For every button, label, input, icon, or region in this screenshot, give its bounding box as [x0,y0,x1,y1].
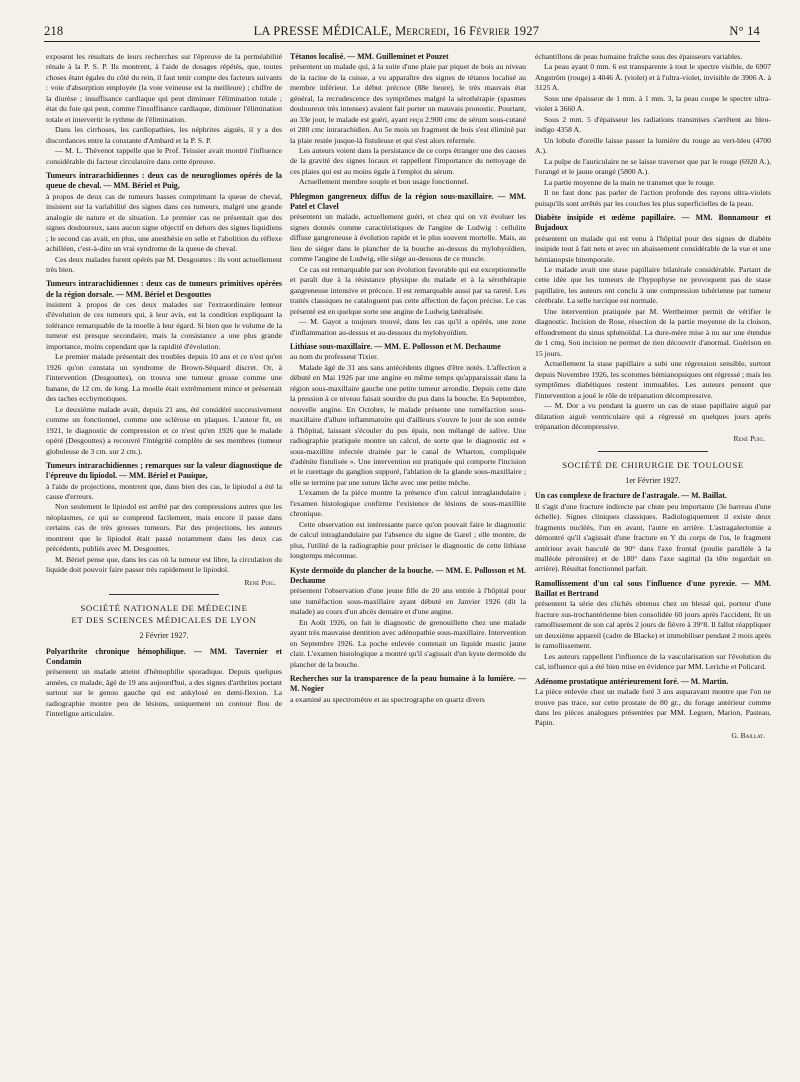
paragraph: présentent un malade atteint d'hémophilie sporadique. Depuis quelques années, ce malade, âgé de 19 ans aujourd'hui, a des signes d'arthrites portant surtout sur le genou gauche qui est ankylosé en demi-flexion. La radiographie montre peu de lésions, uniquement un contour flou de l'interligne articulaire. [46,667,282,718]
section-heading: Kyste dermoïde du plancher de la bouche. — MM. E. Pollosson et M. Dechaume [290,565,526,585]
section-heading: Un cas complexe de fracture de l'astragale. — M. Baillat. [535,491,727,501]
paragraph: Il s'agit d'une fracture indirecte par chute peu importante (3e barreau d'une échelle). Signes cliniques classiques. Radiologiquement il existe deux fragments nucléés, l'un en avant, l'autre en arrière. L'astragalectomie a démontré qu'il s'agissait d'une fracture en Y du corps de l'os, le fragment antérieur avait basculé de 90° dans l'axe frontal (poulie parallèle à la malléole péronière) et de 180° dans l'axe sagittal (la tête regardait en arrière). Résultat fonctionnel parfait. [535,501,771,574]
paragraph: Les auteurs voient dans la persistance de ce corps étranger une des causes de la gravité des signes locaux et rappellent l'importance du nettoyage de ces plaies qui est au moins égale à l'emploi du sérum. [290,146,526,176]
paragraph: — M. Gayot a toujours trouvé, dans les cas qu'il a opérés, une zone d'inflammation au-dessus et au-dessous du mylohyoïdien. [290,317,526,337]
page-header [44,24,760,42]
paragraph: M. Bériel pense que, dans les cas où la tumeur est libre, la circulation du liquide doit pouvoir faire passer très rapidement le lipiodol. [46,554,282,575]
issue-number: N° 14 [729,24,760,38]
society-title [46,603,282,627]
paragraph: En Août 1926, on fait le diagnostic de grenouillette chez une malade ayant très mauvaise dentition avec adénopathie sous-maxillaire. Intervention en Septembre 1926. La poche enlevée contenait un liquide mastic jaune clair. L'examen histologique a montré qu'il s'agissait d'un kyste dermoïde du plancher de la bouche. [290,617,526,669]
paragraph: Une intervention pratiquée par M. Wertheimer permit de vérifier le diagnostic. Incision de Rose, résection de la partie moyenne de la cloison, effondrement du sinus sphénoïdal. La dure-mère mise à nu sur une étendue de 1 cmq. Son incision ne permet de rien découvrir d'anormal. Guérison en 15 jours. [535,306,771,358]
column-2 [290,52,526,705]
paragraph: Il ne faut donc pas parler de l'action profonde des rayons ultra-violets puisqu'ils sont arrêtés par les couches les plus superficielles de la peau. [535,188,771,208]
section-heading: Polyarthrite chronique hémophilique. — MM. Tavernier et Condamin [46,646,282,666]
society-date: 1er Février 1927. [625,475,681,485]
section-heading: Lithiase sous-maxillaire. — MM. E. Pollosson et M. Dechaume [290,342,501,352]
paragraph: Sous une épaisseur de 1 mm. à 1 mm. 3, la peau coupe le spectre ultra-violet à 3660 A. [535,93,771,114]
journal-title: LA PRESSE MÉDICALE, Mercredi, 16 Février 1927 [253,24,540,38]
paragraph: Actuellement la stase papillaire a subi une régression sensible, surtout depuis Novembre 1926, les scotomes hémianopsiques ont régressé ; mais les symptômes diabétiques restent immuables. Les auteurs pensent que l'intervention a joué le rôle de trépanation décompressive. [535,359,771,400]
society-title: SOCIÉTÉ DE CHIRURGIE DE TOULOUSE [562,459,744,470]
section-heading: Diabète insipide et œdème papillaire. — MM. Bonnamour et Bujadoux [535,213,771,233]
page-number: 218 [44,24,64,38]
paragraph: présentent un malade qui est venu à l'hôpital pour des signes de diabète insipide tout à fait nets et avec un abaissement considérable de la vue et une hémianopsie bitemporale. [535,233,771,264]
paragraph: La partie moyenne de la main ne transmet que le rouge. [544,177,715,187]
section-heading: Ramollissement d'un cal sous l'influence d'une pyrexie. — MM. Baillat et Bertrand [535,578,771,599]
divider [598,451,708,452]
paragraph: Non seulement le lipiodol est arrêté par des compressions autres que les néoplasmes, ce qui se comprend facilement, mais encore il passe dans certains cas de très grosses tumeurs. Par des projections, les auteurs montrent que le lipiodol était passé notamment dans les deux cas précédents, publiés avec M. Desgouttes. [46,502,282,554]
divider [109,594,219,595]
section-heading: Tétanos localisé. — MM. Guilleminet et Pouzet [290,52,449,61]
paragraph: Le premier malade présentait des troubles depuis 10 ans et ce n'est qu'en 1926 qu'on constata un syndrome de Brown-Séquard discret. Or, à l'intervention (Desgouttes), on trouva une tumeur grosse comme une banane, de 12 cm. de long. La moelle était extrêmement mince et présentait des taches ecchymotiques. [46,352,282,404]
section-heading: Tumeurs intrarachidiennes ; remarques sur la valeur diagnostique de l'épreuve du lipiodol. — MM. Bériel et Pauique, [46,461,282,481]
column-3 [535,52,771,743]
paragraph: Ce cas est remarquable par son évolution favorable qui est exceptionnelle et paraît due à la résistance physique du malade et à la sérothérapie gangreneuse intensive et précoce. Il est remarquable aussi par sa rareté. Les traités classiques ne cataloguent pas cette affection de façon précise. Le cas présenté est en quelque sorte une angine de Ludwig latéralisée. [290,264,526,316]
paragraph: échantillons de peau humaine fraîche sous des épaisseurs variables. [535,52,743,61]
paragraph: présentent l'observation d'une jeune fille de 20 ans entrée à l'hôpital pour une tuméfaction sous-maxillaire ayant débuté en Janvier 1926 (dit la malade) au cours d'un abcès dentaire et d'une angine. [290,586,526,617]
signature: G. Baillat. [731,730,765,740]
signature: René Puig. [733,434,765,444]
section-heading: Tumeurs intrarachidiennes : deux cas de tumeurs primitives opérées de la région dorsale. — MM. Bériel et Desgouttes [46,279,282,299]
society-title-line: ET DES SCIENCES MÉDICALES DE LYON [71,614,257,625]
section-heading: Tumeurs intrarachidiennes : deux cas de neurogliomes opérés de la queue de cheval. — MM. Bériel et Puig, [46,171,282,191]
paragraph: Le malade avait une stase papillaire bilatérale considérable. Partant de cette idée que les tumeurs de l'hypophyse ne provoquent pas de stase papillaire, les auteurs ont conclu à une compression tubérienne par tumeur cérébrale. La selle turcique est normale. [535,264,771,306]
paragraph: Sous 2 mm. 5 d'épaisseur les radiations transmises s'arrêtent au bleu-indigo 4358 A. [535,114,771,135]
society-title-line: SOCIÉTÉ NATIONALE DE MÉDECINE [80,602,248,613]
paragraph: — M. Dor a vu pendant la guerre un cas de stase papillaire aiguë par dilatation aiguë ventriculaire qui a régressé en quelques jours après trépanation décompressive. [535,401,771,431]
signature: René Puig. [244,577,276,587]
paragraph: La pulpe de l'auriculaire ne se laisse traverser que par le rouge (6920 A.), l'orangé et le jaune orangé (5800 A.). [535,156,771,177]
paragraph: Malade âgé de 31 ans sans antécédents dignes d'être notés. L'affection a débuté en Mai 1926 par une angine en même temps qu'apparaissait dans la région sous-maxillaire gauche une petite tumeur arrondie. Depuis cette date la pression à ce niveau faisait sourdre du pus dans la bouche. En Septembre, nouvelle angine. En Octobre, le malade présente une tuméfaction sous-maxillaire d'allure inflammatoire qui d'ailleurs s'ouvre le jour de son entrée à l'hôpital, laissant s'écouler du pus épais, non mélangé de salive. Une radiographie pratiquée montre un calcul, de sorte que le diagnostic est « sous-maxillite infectée drainée par le canal de Wharton, compliquée d'adénite fistulisée ». Une intervention est pratiquée qui comporte l'incision et le curettage du ganglion suppuré, l'ablation de la glande sous-maxillaire ; elle se termine par une suture lâche avec une petite mèche. [290,362,526,487]
column-1 [46,52,282,719]
paragraph: Le deuxième malade avait, depuis 21 ans, été considéré successivement comme un fonctionnel, comme une sclérose en plaques. L'auteur fit, en 1921, le diagnostic de compression et ce n'est qu'en 1926 que le malade opéré (Desgouttes) a recouvré l'intégrité complète de ses membres (tumeur globuleuse de 3 cm. sur 2 cm.). [46,404,282,456]
paragraph: exposent les résultats de leurs recherches sur l'épreuve de la perméabilité rénale à la P. S. P. Ils montrent, à l'aide de dosages répétés, que, toutes choses étant égales du côté du rein, il faut tenir compte des facteurs suivants : voie d'absorption employée (la voie veineuse est la meilleure) ; chiffre de la diurèse ; insuffisance cardiaque qui peut diminuer l'élimination totale ; état du foie qui peut, comme l'insuffisance cardiaque, diminuer l'élimination totale et intervertir le rythme de l'élimination. [46,52,282,124]
paragraph: La pièce enlevée chez un malade foré 3 ans auparavant montre que l'on ne trouve pas trace, sur cette prostate de 80 gr., du forage antérieur comme dans les pièces analogues présentées par MM. Leguen, Marion, Pasteau, Papin. [535,687,771,728]
paragraph: — M. L. Thévenot rappelle que le Prof. Teissier avait montré l'influence considérable du facteur circulatoire dans cette épreuve. [46,146,282,166]
paragraph: à propos de deux cas de tumeurs basses comprimant la queue de cheval, insistent sur la variabilité des signes dans ces tumeurs, malgré une grande analogie de nature et de situation. Le premier cas ne présentait que des signes douloureux, sans aucun signe objectif en dehors des signes liquidiens ; le second cas avait, en plus, une anesthésie en selle et l'abolition du réflexe achilléen, c'est-à-dire un vrai syndrome de la queue de cheval. [46,191,282,254]
paragraph: Les auteurs rappellent l'influence de la vascularisation sur l'évolution du cal, influence qui a été bien mise en évidence par MM. Leriche et Policard. [535,651,771,672]
paragraph: Cette observation est intéressante parce qu'on pouvait faire le diagnostic de calcul intraglandulaire par l'absence du signe de Garel ; elle montre, de plus, l'utilité de la radiographie pour préciser le diagnostic de cette lithiase longtemps méconnue. [290,519,526,561]
paragraph: Ces deux malades furent opérés par M. Desgouttes : ils vont actuellement très bien. [46,254,282,274]
paragraph: a examiné au spectromètre et au spectrographe en quartz divers [290,694,485,704]
paragraph: présentent un malade, actuellement guéri, et chez qui on vit évoluer les signes donnés comme caractéristiques de l'angine de Ludwig : cellulite diffuse gangreneuse à évolution rapide et le plus souvent mortelle. Mais, au lieu de siéger dans le plancher de la bouche au-dessus du mylohyoïdien, comme l'angine de Ludwig, elle siège au-dessous de ce muscle. [290,212,526,264]
paragraph: Actuellement membre souple et bon usage fonctionnel. [299,177,469,187]
paragraph: présentent un malade qui, à la suite d'une plaie par piquet de bois au niveau de la racine de la cuisse, a vu apparaître des signes de tétanos localisé au membre inférieur. Le début précoce (88e heure), le très mauvais état général, la recrudescence des symptômes malgré la sérothérapie (spasmes douloureux très intenses) avaient fait porter un mauvais pronostic. Pourtant, au 33e jour, le malade est guéri, ayant reçu 2.900 cmc de sérum sous-cutané et 280 cmc intrarachidien. Au 5e mois un fragment de bois s'est éliminé par la plaie restée jusque-là fistuleuse et qui s'est alors refermée. [290,62,526,145]
society-date: 2 Février 1927. [139,630,189,640]
section-heading: Adénome prostatique antérieurement foré. — M. Martin. [535,676,729,686]
paragraph: Un lobule d'oreille laisse passer la lumière du rouge au vert-bleu (4700 A.). [535,135,771,156]
section-heading: Recherches sur la transparence de la peau humaine à la lumière. — M. Nogier [290,673,526,694]
paragraph: insistent à propos de ces deux malades sur l'extraordinaire lenteur d'évolution de ces tumeurs qui, à leur avis, est la condition expliquant la tolérance remarquable de la moelle à leur égard. Si bien que le volume de la tumeur est presque secondaire, mais la consistance a une plus grande importance, moins cependant que la rapidité d'évolution. [46,299,282,351]
paragraph: Dans les cirrhoses, les cardiopathies, les néphrites aiguës, il y a des discordances entre la constante d'Ambard et la P. S. P. [46,125,282,145]
paragraph: au nom du professeur Tixier. [290,352,379,362]
section-heading: Phlegmon gangreneux diffus de la région sous-maxillaire. — MM. Patel et Clavel [290,191,526,212]
paragraph: présentent la série des clichés obtenus chez un blessé qui, porteur d'une fracture sus-trochantérienne bien consolidée 60 jours après l'accident, fit un ramollissement de son cal après 2 jours de fièvre à 39°8. Il fallut réappliquer un deuxième appareil (cadre de Blacke) et immobiliser pendant 2 mois après le ramollissement. [535,599,771,651]
paragraph: La peau ayant 0 mm. 6 est transparente à tout le spectre visible, de 6907 Angström (rouge) à 4046 Å. (violet) et à l'ultra-violet, invisible de 3906 A. à 3125 A. [535,62,771,93]
paragraph: à l'aide de projections, montrent que, dans bien des cas, le lipiodol a été la cause d'erreurs. [46,481,282,501]
paragraph: L'examen de la pièce montre la présence d'un calcul intraglandulaire ; l'examen histologique confirme l'existence de lésions de sous-maxillite chronique. [290,488,526,519]
